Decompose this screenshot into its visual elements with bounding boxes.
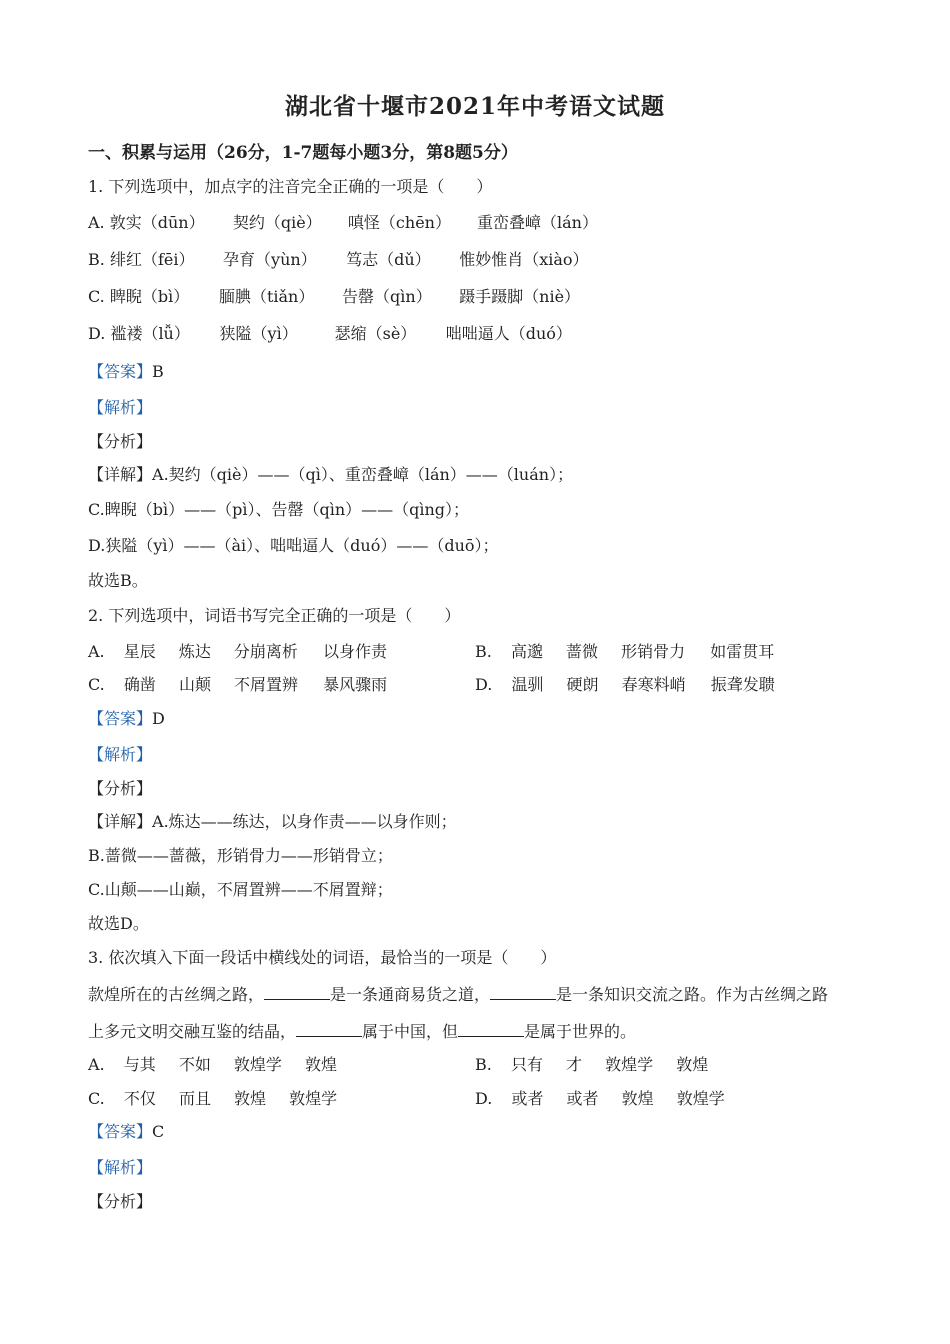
option-item: 形销骨力: [621, 642, 686, 661]
q1-option-d: [88, 323, 572, 345]
option-item: 睥睨（bì）: [109, 287, 190, 306]
option-item: 重峦叠嶂（lán）: [477, 213, 598, 232]
q3-fenxi-tag: 【分析】: [88, 1192, 153, 1211]
fill-blank: [264, 985, 330, 1000]
q2-fenxi-tag: 【分析】: [88, 779, 153, 798]
option-item: 敦煌学: [605, 1055, 654, 1074]
option-item: 敦煌学: [289, 1089, 338, 1108]
q1-jiexi-tag: 【解析】: [88, 398, 153, 417]
q2-conclusion: 故选D。: [88, 914, 149, 933]
option-item: 与其: [123, 1055, 156, 1074]
q3-option-d: [475, 1088, 725, 1110]
q3-jiexi-tag: 【解析】: [88, 1158, 153, 1177]
option-letter: C.: [88, 287, 105, 306]
option-item: 硬朗: [566, 675, 599, 694]
answer-tag: 【答案】: [88, 1122, 153, 1141]
answer-tag: 【答案】: [88, 709, 153, 728]
option-item: 温驯: [511, 675, 544, 694]
option-item: 惟妙惟肖（xiào）: [459, 250, 589, 269]
option-item: 咄咄逼人（duó）: [445, 324, 572, 343]
option-item: 不仅: [123, 1089, 156, 1108]
option-item: 振聋发聩: [710, 675, 775, 694]
option-item: 分崩离析: [233, 642, 298, 661]
option-item: 狭隘（yì）: [219, 324, 298, 343]
detail-tag: 【详解】: [88, 812, 153, 831]
q2-answer: [88, 708, 165, 730]
answer-tag: 【答案】: [88, 362, 153, 381]
option-item: 敦煌学: [233, 1055, 282, 1074]
option-letter: D.: [475, 1089, 493, 1108]
q1-detail-line: [88, 464, 573, 486]
option-item: 敦煌学: [676, 1089, 725, 1108]
detail-text: A.炼达——练达，以身作责——以身作则；: [152, 812, 457, 831]
q3-passage-line: [88, 1021, 636, 1043]
option-item: 孕育（yùn）: [223, 250, 317, 269]
option-letter: B.: [475, 1055, 492, 1074]
option-item: 契约（qiè）: [232, 213, 322, 232]
option-item: 嗔怪（chēn）: [347, 213, 451, 232]
detail-text: A.契约（qiè）——（qì）、重峦叠嶂（lán）——（luán）；: [152, 465, 574, 484]
option-item: 蹑手蹑脚（niè）: [459, 287, 581, 306]
q2-option-a: [88, 641, 387, 663]
answer-value: C: [152, 1122, 165, 1141]
passage-text: 是属于世界的。: [524, 1022, 637, 1041]
option-letter: B.: [475, 642, 492, 661]
q3-passage-line: [88, 984, 828, 1006]
option-item: 只有: [510, 1055, 543, 1074]
q3-option-c: [88, 1088, 337, 1110]
option-item: 腼腆（tiǎn）: [218, 287, 315, 306]
detail-tag: 【详解】: [88, 465, 153, 484]
option-item: 或者: [511, 1089, 544, 1108]
option-letter: D.: [475, 675, 493, 694]
option-letter: A.: [88, 1055, 105, 1074]
q1-option-c: [88, 286, 580, 308]
page-title: 湖北省十堰市2021年中考语文试题: [284, 93, 665, 120]
q3-stem: 3. 依次填入下面一段话中横线处的词语，最恰当的一项是（ ）: [88, 948, 557, 967]
passage-text: 款煌所在的古丝绸之路，: [88, 985, 265, 1004]
option-item: 高邈: [510, 642, 543, 661]
option-item: 不屑置辨: [234, 675, 299, 694]
option-item: 确凿: [123, 675, 156, 694]
passage-text: 是一条知识交流之路。作为古丝绸之路: [556, 985, 829, 1004]
q2-option-c: [88, 674, 387, 696]
option-item: 才: [566, 1055, 583, 1074]
fill-blank: [490, 985, 556, 1000]
q3-answer: [88, 1121, 164, 1143]
passage-text: 属于中国，但: [362, 1022, 459, 1041]
q1-detail-line: C.睥睨（bì）——（pì）、告罄（qìn）——（qìng）；: [88, 500, 470, 519]
answer-value: B: [152, 362, 164, 381]
option-item: 或者: [566, 1089, 599, 1108]
q2-detail-line: C.山颠——山巅，不屑置辨——不屑置辩；: [88, 880, 393, 899]
option-item: 蔷微: [566, 642, 599, 661]
option-item: 暴风骤雨: [323, 675, 388, 694]
option-item: 瑟缩（sè）: [334, 324, 417, 343]
option-item: 如雷贯耳: [710, 642, 775, 661]
option-item: 不如: [178, 1055, 211, 1074]
passage-text: 是一条通商易货之道，: [330, 985, 491, 1004]
q1-stem: 1. 下列选项中，加点字的注音完全正确的一项是（ ）: [88, 177, 493, 196]
option-item: 星辰: [123, 642, 156, 661]
passage-text: 上多元文明交融互鉴的结晶，: [88, 1022, 297, 1041]
option-item: 春寒料峭: [621, 675, 686, 694]
section-heading: 一、积累与运用（26分，1-7题每小题3分，第8题5分）: [88, 143, 518, 163]
q2-detail-line: B.蔷微——蔷薇，形销骨力——形销骨立；: [88, 846, 393, 865]
option-item: 炼达: [178, 642, 211, 661]
q3-option-b: [475, 1054, 708, 1076]
option-item: 告罄（qìn）: [342, 287, 432, 306]
option-item: 褴褛（lǚ）: [110, 324, 190, 343]
option-item: 绯红（fēi）: [109, 250, 195, 269]
q2-jiexi-tag: 【解析】: [88, 745, 153, 764]
answer-value: D: [152, 709, 165, 728]
fill-blank: [296, 1022, 362, 1037]
q3-option-a: [88, 1054, 337, 1076]
q2-option-b: [475, 641, 774, 663]
option-item: 敦煌: [676, 1055, 709, 1074]
q2-stem: 2. 下列选项中，词语书写完全正确的一项是（ ）: [88, 606, 461, 625]
option-item: 而且: [178, 1089, 211, 1108]
option-item: 敦煌: [305, 1055, 338, 1074]
option-item: 笃志（dǔ）: [346, 250, 431, 269]
option-item: 以身作责: [323, 642, 388, 661]
option-letter: A.: [88, 213, 105, 232]
option-item: 敦煌: [234, 1089, 267, 1108]
option-item: 敦煌: [621, 1089, 654, 1108]
option-letter: C.: [88, 1089, 105, 1108]
option-letter: B.: [88, 250, 105, 269]
q1-option-b: [88, 249, 589, 271]
fill-blank: [458, 1022, 524, 1037]
q2-detail-line: [88, 811, 457, 833]
option-letter: C.: [88, 675, 105, 694]
q2-option-d: [475, 674, 775, 696]
q1-fenxi-tag: 【分析】: [88, 432, 153, 451]
q1-answer: [88, 361, 164, 383]
q1-detail-line: D.狭隘（yì）——（ài）、咄咄逼人（duó）——（duō）；: [88, 536, 499, 555]
option-item: 山颠: [178, 675, 211, 694]
option-item: 敦实（dūn）: [109, 213, 205, 232]
option-letter: D.: [88, 324, 106, 343]
q1-option-a: [88, 212, 598, 234]
option-letter: A.: [88, 642, 105, 661]
q1-conclusion: 故选B。: [88, 571, 148, 590]
